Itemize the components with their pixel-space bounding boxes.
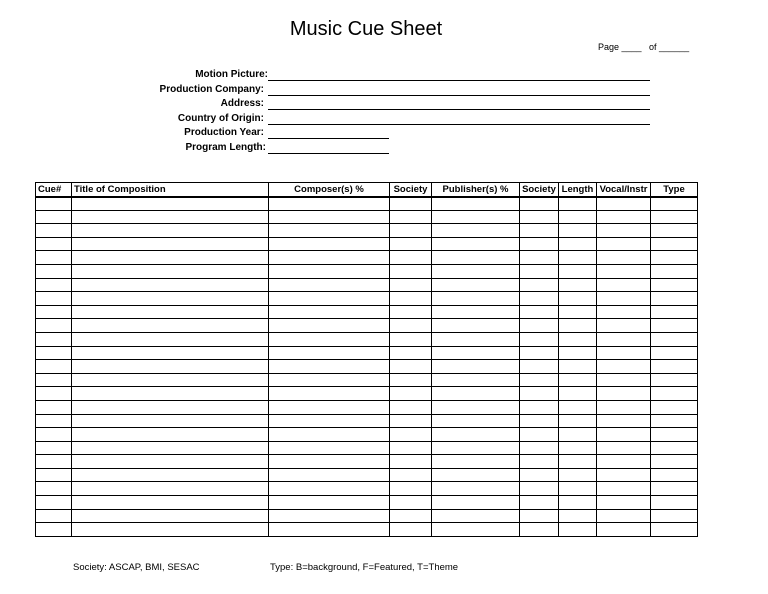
table-cell[interactable] (72, 251, 269, 265)
table-cell[interactable] (651, 373, 698, 387)
table-row (36, 482, 698, 496)
table-cell[interactable] (432, 346, 520, 360)
table-cell[interactable] (72, 496, 269, 510)
table-cell[interactable] (72, 400, 269, 414)
table-cell[interactable] (559, 496, 597, 510)
table-cell[interactable] (72, 197, 269, 211)
table-cell[interactable] (651, 360, 698, 374)
table-cell[interactable] (559, 224, 597, 238)
table-row (36, 373, 698, 387)
table-cell[interactable] (269, 387, 390, 401)
table-cell[interactable] (432, 278, 520, 292)
table-cell[interactable] (36, 482, 72, 496)
table-cell[interactable] (36, 305, 72, 319)
table-row (36, 400, 698, 414)
table-cell[interactable] (72, 237, 269, 251)
table-cell[interactable] (651, 468, 698, 482)
table-cell[interactable] (36, 414, 72, 428)
table-cell[interactable] (36, 360, 72, 374)
table-cell[interactable] (651, 292, 698, 306)
field-label: Country of Origin: (177, 112, 264, 124)
table-cell[interactable] (390, 210, 432, 224)
table-cell[interactable] (520, 400, 559, 414)
table-cell[interactable] (269, 346, 390, 360)
table-row (36, 414, 698, 428)
table-cell[interactable] (520, 414, 559, 428)
table-cell[interactable] (597, 237, 651, 251)
table-cell[interactable] (390, 414, 432, 428)
table-cell[interactable] (559, 468, 597, 482)
table-cell[interactable] (36, 373, 72, 387)
table-row (36, 332, 698, 346)
table-cell[interactable] (390, 360, 432, 374)
table-cell[interactable] (36, 468, 72, 482)
page-indicator: Page ____ of ______ (598, 42, 690, 52)
table-cell[interactable] (36, 210, 72, 224)
table-cell[interactable] (390, 278, 432, 292)
table-cell[interactable] (36, 332, 72, 346)
table-cell[interactable] (36, 224, 72, 238)
table-cell[interactable] (651, 496, 698, 510)
column-header-type: Type (651, 183, 698, 197)
field-label: Production Year: (184, 127, 264, 138)
table-cell[interactable] (269, 373, 390, 387)
table-cell[interactable] (520, 441, 559, 455)
table-cell[interactable] (432, 373, 520, 387)
table-cell[interactable] (269, 523, 390, 537)
table-row (36, 346, 698, 360)
table-cell[interactable] (597, 360, 651, 374)
table-cell[interactable] (559, 387, 597, 401)
table-cell[interactable] (390, 509, 432, 523)
table-cell[interactable] (36, 292, 72, 306)
table-cell[interactable] (72, 224, 269, 238)
table-row (36, 428, 698, 442)
table-cell[interactable] (269, 292, 390, 306)
table-cell[interactable] (36, 346, 72, 360)
table-cell[interactable] (72, 482, 269, 496)
table-cell[interactable] (597, 332, 651, 346)
table-cell[interactable] (597, 319, 651, 333)
table-cell[interactable] (269, 305, 390, 319)
table-cell[interactable] (597, 414, 651, 428)
table-cell[interactable] (36, 441, 72, 455)
table-cell[interactable] (597, 387, 651, 401)
table-cell[interactable] (651, 455, 698, 469)
society-note: Society: ASCAP, BMI, SESAC (73, 562, 200, 573)
table-cell[interactable] (72, 428, 269, 442)
table-cell[interactable] (432, 237, 520, 251)
column-header-title: Title of Composition (72, 183, 269, 197)
table-cell[interactable] (269, 509, 390, 523)
cue-table (35, 182, 698, 537)
table-cell[interactable] (432, 264, 520, 278)
table-cell[interactable] (72, 373, 269, 387)
table-cell[interactable] (559, 441, 597, 455)
table-cell[interactable] (520, 264, 559, 278)
table-row (36, 387, 698, 401)
table-row (36, 224, 698, 238)
table-row (36, 264, 698, 278)
table-cell[interactable] (559, 346, 597, 360)
table-cell[interactable] (597, 292, 651, 306)
table-cell[interactable] (651, 332, 698, 346)
column-header-publisher-society: Society (520, 183, 559, 197)
table-cell[interactable] (520, 387, 559, 401)
table-row (36, 468, 698, 482)
table-cell[interactable] (520, 251, 559, 265)
table-cell[interactable] (36, 237, 72, 251)
table-cell[interactable] (597, 509, 651, 523)
table-cell[interactable] (520, 346, 559, 360)
table-row (36, 251, 698, 265)
table-cell[interactable] (36, 509, 72, 523)
table-cell[interactable] (390, 237, 432, 251)
column-header-length: Length (559, 183, 597, 197)
table-cell[interactable] (597, 441, 651, 455)
table-cell[interactable] (520, 278, 559, 292)
table-cell[interactable] (559, 428, 597, 442)
table-cell[interactable] (432, 496, 520, 510)
table-cell[interactable] (390, 496, 432, 510)
table-cell[interactable] (520, 210, 559, 224)
table-cell[interactable] (597, 251, 651, 265)
table-cell[interactable] (597, 305, 651, 319)
table-cell[interactable] (520, 292, 559, 306)
table-cell[interactable] (269, 441, 390, 455)
table-cell[interactable] (432, 468, 520, 482)
table-cell[interactable] (520, 305, 559, 319)
table-cell[interactable] (597, 278, 651, 292)
table-cell[interactable] (651, 400, 698, 414)
table-cell[interactable] (432, 210, 520, 224)
table-cell[interactable] (520, 319, 559, 333)
table-cell[interactable] (559, 523, 597, 537)
table-cell[interactable] (559, 509, 597, 523)
table-cell[interactable] (651, 482, 698, 496)
table-cell[interactable] (597, 523, 651, 537)
table-cell[interactable] (651, 224, 698, 238)
table-cell[interactable] (559, 210, 597, 224)
table-cell[interactable] (432, 523, 520, 537)
table-cell[interactable] (520, 509, 559, 523)
table-cell[interactable] (269, 251, 390, 265)
table-cell[interactable] (520, 523, 559, 537)
table-cell[interactable] (520, 373, 559, 387)
table-cell[interactable] (520, 455, 559, 469)
table-cell[interactable] (269, 237, 390, 251)
table-cell[interactable] (597, 373, 651, 387)
table-cell[interactable] (432, 292, 520, 306)
table-cell[interactable] (432, 428, 520, 442)
table-row (36, 197, 698, 211)
table-cell[interactable] (432, 387, 520, 401)
table-cell[interactable] (36, 523, 72, 537)
table-cell[interactable] (559, 305, 597, 319)
table-cell[interactable] (559, 414, 597, 428)
column-header-composer-society: Society (390, 183, 432, 197)
table-cell[interactable] (390, 319, 432, 333)
table-cell[interactable] (520, 224, 559, 238)
table-cell[interactable] (269, 414, 390, 428)
table-cell[interactable] (651, 441, 698, 455)
table-cell[interactable] (432, 305, 520, 319)
table-cell[interactable] (72, 360, 269, 374)
table-cell[interactable] (390, 441, 432, 455)
table-cell[interactable] (72, 455, 269, 469)
field-label: Address: (220, 98, 264, 109)
table-row (36, 523, 698, 537)
table-cell[interactable] (390, 332, 432, 346)
table-cell[interactable] (36, 319, 72, 333)
table-cell[interactable] (432, 400, 520, 414)
table-cell[interactable] (36, 278, 72, 292)
table-cell[interactable] (72, 441, 269, 455)
country-of-origin-input[interactable] (268, 112, 650, 125)
table-cell[interactable] (651, 319, 698, 333)
table-cell[interactable] (269, 455, 390, 469)
table-cell[interactable] (390, 292, 432, 306)
table-cell[interactable] (269, 360, 390, 374)
table-cell[interactable] (520, 468, 559, 482)
table-cell[interactable] (432, 509, 520, 523)
table-cell[interactable] (269, 400, 390, 414)
table-cell[interactable] (36, 387, 72, 401)
table-cell[interactable] (72, 278, 269, 292)
table-cell[interactable] (72, 509, 269, 523)
table-cell[interactable] (559, 332, 597, 346)
table-cell[interactable] (269, 428, 390, 442)
table-cell[interactable] (520, 428, 559, 442)
program-length-input[interactable] (268, 141, 389, 154)
table-row (36, 441, 698, 455)
table-cell[interactable] (432, 482, 520, 496)
table-cell[interactable] (651, 210, 698, 224)
table-cell[interactable] (36, 251, 72, 265)
table-row (36, 496, 698, 510)
field-label: Program Length: (185, 141, 266, 153)
table-cell[interactable] (72, 264, 269, 278)
table-cell[interactable] (597, 468, 651, 482)
table-cell[interactable] (520, 197, 559, 211)
table-cell[interactable] (559, 251, 597, 265)
table-cell[interactable] (559, 237, 597, 251)
table-cell[interactable] (432, 414, 520, 428)
table-cell[interactable] (72, 468, 269, 482)
table-cell[interactable] (597, 210, 651, 224)
table-cell[interactable] (269, 482, 390, 496)
production-company-input[interactable] (268, 83, 650, 96)
table-row (36, 509, 698, 523)
table-cell[interactable] (269, 278, 390, 292)
table-cell[interactable] (72, 332, 269, 346)
table-cell[interactable] (559, 373, 597, 387)
table-cell[interactable] (651, 237, 698, 251)
table-cell[interactable] (651, 305, 698, 319)
table-cell[interactable] (651, 264, 698, 278)
table-cell[interactable] (390, 373, 432, 387)
table-cell[interactable] (269, 197, 390, 211)
table-cell[interactable] (559, 278, 597, 292)
table-cell[interactable] (36, 496, 72, 510)
table-cell[interactable] (72, 523, 269, 537)
table-cell[interactable] (390, 482, 432, 496)
table-cell[interactable] (559, 264, 597, 278)
table-row (36, 278, 698, 292)
table-row (36, 360, 698, 374)
table-cell[interactable] (390, 428, 432, 442)
table-cell[interactable] (432, 332, 520, 346)
motion-picture-input[interactable] (268, 68, 650, 81)
table-cell[interactable] (651, 387, 698, 401)
table-cell[interactable] (36, 400, 72, 414)
table-cell[interactable] (559, 360, 597, 374)
table-cell[interactable] (651, 414, 698, 428)
table-cell[interactable] (36, 428, 72, 442)
production-year-input[interactable] (268, 126, 389, 139)
address-input[interactable] (268, 97, 650, 110)
table-cell[interactable] (432, 224, 520, 238)
table-cell[interactable] (432, 251, 520, 265)
table-cell[interactable] (559, 197, 597, 211)
table-cell[interactable] (269, 319, 390, 333)
table-cell[interactable] (432, 441, 520, 455)
table-cell[interactable] (651, 523, 698, 537)
field-label: Production Company: (159, 83, 264, 95)
table-cell[interactable] (520, 482, 559, 496)
field-label: Motion Picture: (195, 69, 268, 80)
table-cell[interactable] (72, 319, 269, 333)
table-row (36, 319, 698, 333)
table-cell[interactable] (72, 387, 269, 401)
table-cell[interactable] (390, 400, 432, 414)
table-cell[interactable] (597, 346, 651, 360)
page-title: Music Cue Sheet (289, 18, 443, 40)
table-cell[interactable] (651, 346, 698, 360)
table-cell[interactable] (36, 264, 72, 278)
table-row (36, 292, 698, 306)
type-note: Type: B=background, F=Featured, T=Theme (270, 562, 459, 573)
table-cell[interactable] (72, 305, 269, 319)
table-cell[interactable] (597, 496, 651, 510)
table-cell[interactable] (559, 400, 597, 414)
table-row (36, 305, 698, 319)
table-cell[interactable] (390, 224, 432, 238)
column-header-vocal-instr: Vocal/Instr (597, 183, 651, 197)
cue-table-body (36, 197, 698, 537)
table-cell[interactable] (269, 210, 390, 224)
table-cell[interactable] (72, 210, 269, 224)
table-cell[interactable] (597, 455, 651, 469)
table-cell[interactable] (269, 332, 390, 346)
table-cell[interactable] (269, 224, 390, 238)
table-row (36, 210, 698, 224)
column-header-publishers: Publisher(s) % (432, 183, 520, 197)
table-cell[interactable] (390, 305, 432, 319)
table-cell[interactable] (36, 197, 72, 211)
table-cell[interactable] (520, 360, 559, 374)
table-cell[interactable] (390, 264, 432, 278)
table-cell[interactable] (390, 468, 432, 482)
table-row (36, 237, 698, 251)
table-cell[interactable] (72, 346, 269, 360)
table-cell[interactable] (559, 455, 597, 469)
table-cell[interactable] (597, 400, 651, 414)
table-cell[interactable] (520, 496, 559, 510)
table-cell[interactable] (390, 455, 432, 469)
table-cell[interactable] (390, 197, 432, 211)
table-cell[interactable] (269, 264, 390, 278)
column-header-composers: Composer(s) % (269, 183, 390, 197)
table-cell[interactable] (432, 319, 520, 333)
table-cell[interactable] (432, 360, 520, 374)
table-cell[interactable] (36, 455, 72, 469)
table-cell[interactable] (72, 414, 269, 428)
table-row (36, 455, 698, 469)
table-cell[interactable] (597, 482, 651, 496)
table-cell[interactable] (432, 455, 520, 469)
table-cell[interactable] (390, 251, 432, 265)
table-cell[interactable] (269, 496, 390, 510)
table-cell[interactable] (269, 468, 390, 482)
table-cell[interactable] (651, 251, 698, 265)
table-cell[interactable] (597, 428, 651, 442)
table-cell[interactable] (597, 224, 651, 238)
table-cell[interactable] (651, 428, 698, 442)
table-cell[interactable] (597, 264, 651, 278)
table-cell[interactable] (597, 197, 651, 211)
table-cell[interactable] (520, 332, 559, 346)
table-cell[interactable] (432, 197, 520, 211)
table-cell[interactable] (520, 237, 559, 251)
table-header-row (36, 183, 698, 197)
table-cell[interactable] (559, 319, 597, 333)
column-header-cue-number: Cue# (36, 183, 72, 197)
table-cell[interactable] (390, 523, 432, 537)
table-cell[interactable] (72, 292, 269, 306)
table-cell[interactable] (651, 278, 698, 292)
table-cell[interactable] (559, 482, 597, 496)
table-cell[interactable] (651, 509, 698, 523)
table-cell[interactable] (651, 197, 698, 211)
table-cell[interactable] (390, 387, 432, 401)
table-cell[interactable] (390, 346, 432, 360)
table-cell[interactable] (559, 292, 597, 306)
